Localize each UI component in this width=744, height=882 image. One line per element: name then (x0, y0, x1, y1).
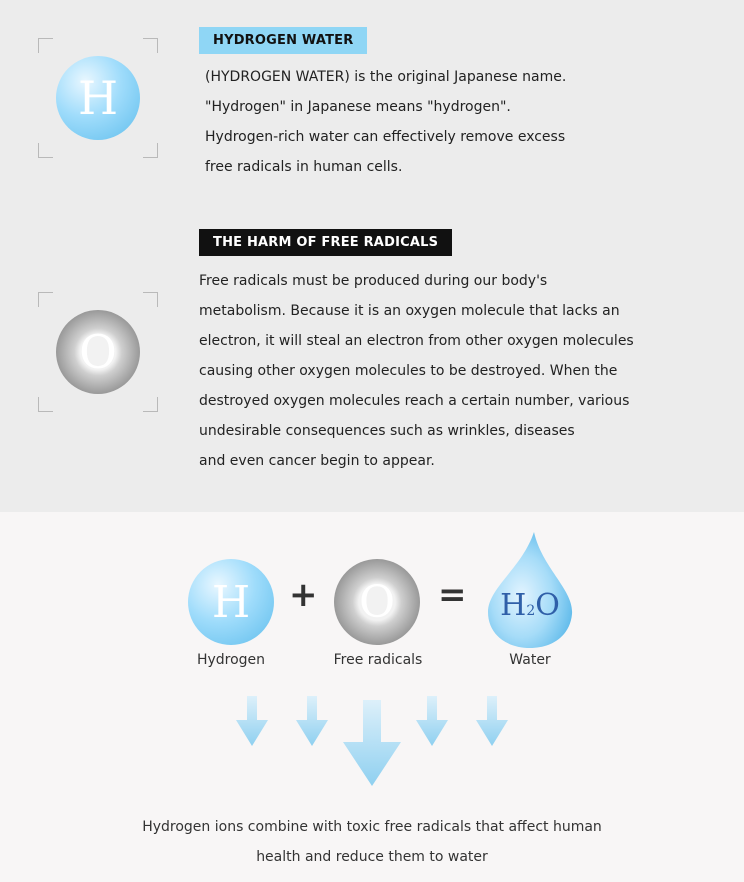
water-formula-subscript: 2 (526, 603, 536, 619)
paragraph-line: destroyed oxygen molecules reach a certain number, various (199, 393, 630, 409)
paragraph-line: electron, it will steal an electron from other oxygen molecules (199, 333, 634, 349)
free-radicals-description (199, 266, 634, 476)
water-formula-o: O (535, 588, 560, 623)
plus-sign: + (289, 575, 318, 615)
water-label: Water (509, 652, 551, 668)
paragraph-line: undesirable consequences such as wrinkles, diseases (199, 423, 575, 439)
hydrogen-water-description (205, 62, 566, 182)
hydrogen-orb-icon (56, 56, 140, 140)
paragraph-line: Free radicals must be produced during our body's (199, 273, 548, 289)
equals-sign: = (438, 575, 467, 615)
free-radicals-label: Free radicals (333, 652, 423, 668)
hydrogen-water-tag: HYDROGEN WATER (199, 27, 367, 54)
hydrogen-label: Hydrogen (196, 652, 266, 668)
conclusion-line: Hydrogen ions combine with toxic free radicals that affect human (142, 819, 602, 835)
paragraph-line: free radicals in human cells. (205, 159, 403, 175)
oxygen-equation-letter: O (358, 576, 396, 628)
free-radicals-tag: THE HARM OF FREE RADICALS (199, 229, 452, 256)
paragraph-line: metabolism. Because it is an oxygen molecule that lacks an (199, 303, 620, 319)
paragraph-line: (HYDROGEN WATER) is the original Japanese name. (205, 69, 567, 85)
oxygen-equation-orb-icon (334, 559, 420, 645)
down-arrow-icon (416, 696, 448, 746)
paragraph-line: causing other oxygen molecules to be destroyed. When the (199, 363, 618, 379)
hydrogen-equation-letter: H (211, 576, 251, 628)
paragraph-line: "Hydrogen" in Japanese means "hydrogen". (205, 99, 511, 115)
conclusion-text (60, 812, 684, 872)
oxygen-orb-icon (56, 310, 140, 394)
oxygen-orb-letter: O (79, 325, 117, 379)
water-formula-h: H (500, 588, 527, 623)
hydrogen-orb-letter: H (77, 71, 119, 125)
hydrogen-equation-orb-icon (188, 559, 274, 645)
down-arrow-icon (296, 696, 328, 746)
down-arrows-graphic (230, 690, 520, 790)
down-arrow-icon (236, 696, 268, 746)
paragraph-line: and even cancer begin to appear. (199, 453, 435, 469)
down-arrow-icon (343, 700, 401, 786)
down-arrow-icon (476, 696, 508, 746)
conclusion-line: health and reduce them to water (256, 849, 488, 865)
water-formula (488, 588, 572, 623)
paragraph-line: Hydrogen-rich water can effectively remove excess (205, 129, 566, 145)
